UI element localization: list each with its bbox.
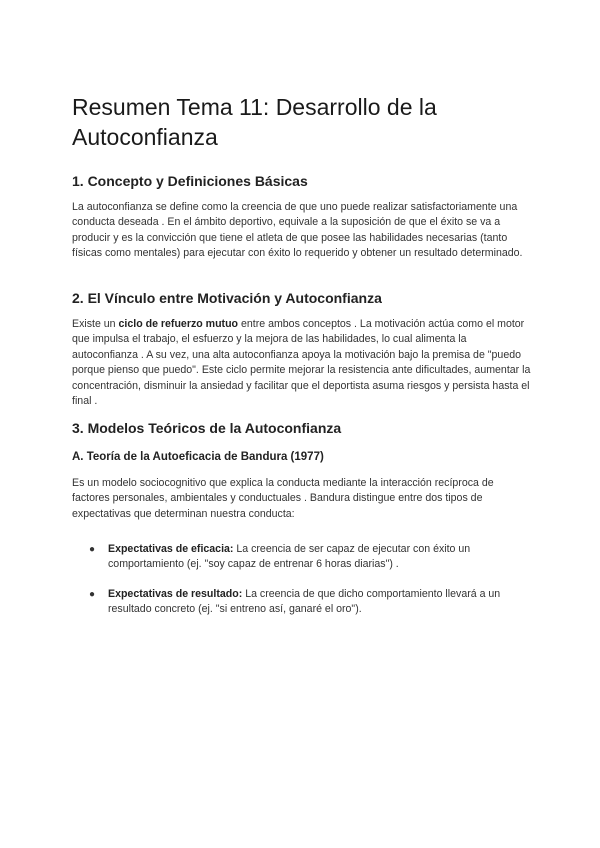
section-2-text-end: entre ambos conceptos . La motivación actúa como el motor que impulsa el trabajo, el esfuerzo y la mejora de las habilidades, lo cual alimenta la autoconfianza . A su vez, una alta autoconfianza apoya la motivación bajo la premisa de "puedo porque pienso que puedo". Este ciclo permite mejorar la resistencia ante dificultades, aumentar la concentración, disminuir la ansiedad y facilitar que el deportista asuma riesgos y persista hasta el final . [72,318,531,408]
section-1-paragraph: La autoconfianza se define como la creencia de que uno puede realizar satisfactoriamente una conducta deseada . En el ámbito deportivo, equivale a la suposición de que el éxito se va a producir y es la convicción que tiene el atleta de que posee las habilidades necesarias (tanto físicas como mentales) para ejecutar con éxito lo requerido y obtener un resultado determinado. [72,201,523,260]
list-item-text: La creencia de ser capaz de ejecutar con éxito un comportamiento (ej. "soy capaz de entrenar 6 horas diarias") . [108,543,471,571]
bullet-icon: ● [89,588,96,600]
section-3-heading: 3. Modelos Teóricos de la Autoconfianza [72,420,342,436]
section-1-heading: 1. Concepto y Definiciones Básicas [72,173,308,189]
list-item-term: Expectativas de eficacia: [108,543,234,555]
list-item-term: Expectativas de resultado: [108,587,243,600]
section-2-paragraph [72,317,532,409]
section-2-heading: 2. El Vínculo entre Motivación y Autoconfianza [72,290,382,306]
list-item-efficacy [72,542,532,573]
section-3-subheading: A. Teoría de la Autoeficacia de Bandura (1977) [72,451,324,463]
section-2-text-start: Existe un [72,318,119,330]
section-3-paragraph: Es un modelo sociocognitivo que explica la conducta mediante la interacción recíproca de factores personales, ambientales y conductuales . Bandura distingue entre dos tipos de expectativas que determinan nuestra conducta: [72,477,494,520]
list-item-text: La creencia de que dicho comportamiento llevará a un resultado concreto (ej. "si entreno así, ganaré el oro"). [108,587,501,616]
section-2-bold-term: ciclo de refuerzo mutuo [118,318,239,330]
bullet-icon: ● [89,544,96,555]
expectations-list [72,542,532,618]
page-title: Resumen Tema 11: Desarrollo de la Autoconfianza [72,94,437,150]
list-item-result [72,587,532,618]
